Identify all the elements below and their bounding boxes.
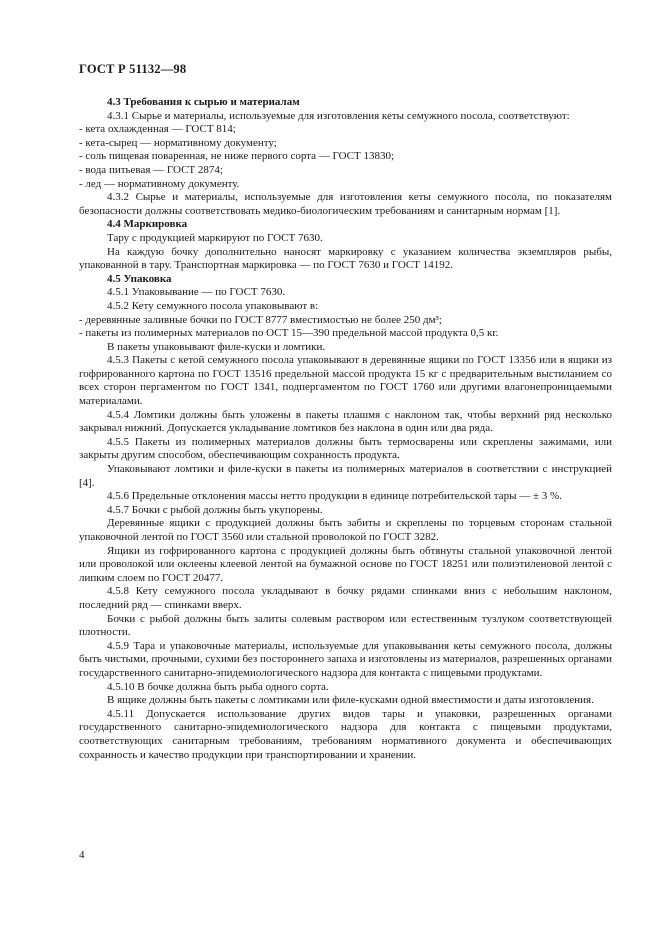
paragraph-4-3-2: 4.3.2 Сырье и материалы, используемые для изготовления кеты семужного посола, по показателям безопасности должны соответствовать медико-биологическим требованиям и санитарным нормам [1].: [79, 191, 612, 217]
paragraph-4-5-6: 4.5.6 Предельные отклонения массы нетто продукции в единице потребительской тары — ± 3 %.: [107, 490, 562, 503]
list-item: - кета охлажденная — ГОСТ 814;: [79, 123, 236, 136]
paragraph: Ящики из гофрированного картона с продукцией должны быть обтянуты стальной упаковочной лентой или проволокой или оклеены клеевой лентой на бумажной основе по ГОСТ 18251 или полиэтиленовой лентой с липким слоем по ГОСТ 20477.: [79, 544, 612, 584]
section-heading-4-4: 4.4 Маркировка: [107, 218, 188, 231]
paragraph-4-5-8: 4.5.8 Кету семужного посола укладывают в бочку рядами спинками вниз с небольшим наклоном, последний ряд — спинками вверх.: [79, 585, 612, 611]
paragraph: Бочки с рыбой должны быть залиты солевым раствором или естественным тузлуком соответствующей плотности.: [79, 612, 612, 639]
paragraph-4-5-1: 4.5.1 Упаковывание — по ГОСТ 7630.: [107, 286, 286, 299]
paragraph: Упаковывают ломтики и филе-куски в пакеты из полимерных материалов в соответствии с инструкцией [4].: [79, 463, 612, 489]
list-item: - соль пищевая поваренная, не ниже первого сорта — ГОСТ 13830;: [79, 150, 395, 163]
paragraph-4-5-5: 4.5.5 Пакеты из полимерных материалов должны быть термосварены или скреплены зажимами, или закрыты другим способом, обеспечивающим сохранность продукта.: [79, 435, 612, 462]
list-item: - пакеты из полимерных материалов по ОСТ 15—390 предельной массой продукта 0,5 кг.: [79, 327, 499, 340]
paragraph-4-5-11: 4.5.11 Допускается использование других видов тары и упаковки, разрешенных органами государственного санитарно-эпидемиологического надзора для контакта с пищевыми продуктами, соответствующих санитарным требованиям, требованиям нормативного документа и обеспечивающих сохранность и качество продукции при транспортировании и хранении.: [79, 707, 612, 761]
paragraph-4-5-3: 4.5.3 Пакеты с кетой семужного посола упаковывают в деревянные ящики по ГОСТ 13356 или в ящики из гофрированного картона по ГОСТ 13516 предельной массой продукта 15 кг с предварительным выстиланием со всех сторон пергаментом по ГОСТ 1341, подпергаментом по ГОСТ 1760 или другими влагонепроницаемыми материалами.: [79, 354, 612, 408]
paragraph-4-5-2: 4.5.2 Кету семужного посола упаковывают в:: [107, 299, 319, 312]
paragraph-4-5-4: 4.5.4 Ломтики должны быть уложены в пакеты плашмя с наклоном так, чтобы верхний ряд несколько закрывал нижний. Допускается укладывание ломтиков без наклона в один или два ряда.: [79, 408, 612, 435]
list-item: - кета-сырец — нормативному документу;: [79, 136, 277, 149]
paragraph: В пакеты упаковывают филе-куски и ломтики.: [107, 340, 326, 353]
paragraph-4-5-10: 4.5.10 В бочке должна быть рыба одного сорта.: [107, 680, 329, 693]
page-header-standard-id: ГОСТ Р 51132—98: [79, 62, 187, 76]
page-number: 4: [79, 849, 85, 861]
paragraph-4-5-9: 4.5.9 Тара и упаковочные материалы, используемые для упаковывания кеты семужного посола, должны быть чистыми, прочными, сухими без постороннего запаха и изготовлены из материалов, разрешенных органами государственного санитарно-эпидемиологического надзора для контакта с пищевыми продуктами.: [79, 639, 612, 679]
paragraph-4-5-7: 4.5.7 Бочки с рыбой должны быть укупорены.: [107, 503, 323, 516]
section-heading-4-3: 4.3 Требования к сырью и материалам: [107, 96, 300, 108]
document-body: [79, 96, 612, 762]
paragraph: Тару с продукцией маркируют по ГОСТ 7630.: [107, 231, 323, 244]
list-item: - вода питьевая — ГОСТ 2874;: [79, 163, 223, 176]
paragraph: Деревянные ящики с продукцией должны быть забиты и скреплены по торцевым сторонам стальной упаковочной лентой по ГОСТ 3560 или стальной проволокой по ГОСТ 3282.: [79, 517, 612, 543]
list-item: - лед — нормативному документу.: [79, 177, 240, 190]
list-item: - деревянные заливные бочки по ГОСТ 8777 вместимостью не более 250 дм³;: [79, 313, 442, 326]
paragraph: В ящике должны быть пакеты с ломтиками или филе-кусками одной вместимости и даты изготовления.: [107, 694, 594, 707]
section-heading-4-5: 4.5 Упаковка: [107, 272, 172, 285]
paragraph: На каждую бочку дополнительно наносят маркировку с указанием количества экземпляров рыбы, упакованной в тару. Транспортная маркировка — по ГОСТ 7630 и ГОСТ 14192.: [79, 245, 612, 272]
paragraph-4-3-1: 4.3.1 Сырье и материалы, используемые для изготовления кеты семужного посола, соответствуют:: [107, 109, 570, 122]
